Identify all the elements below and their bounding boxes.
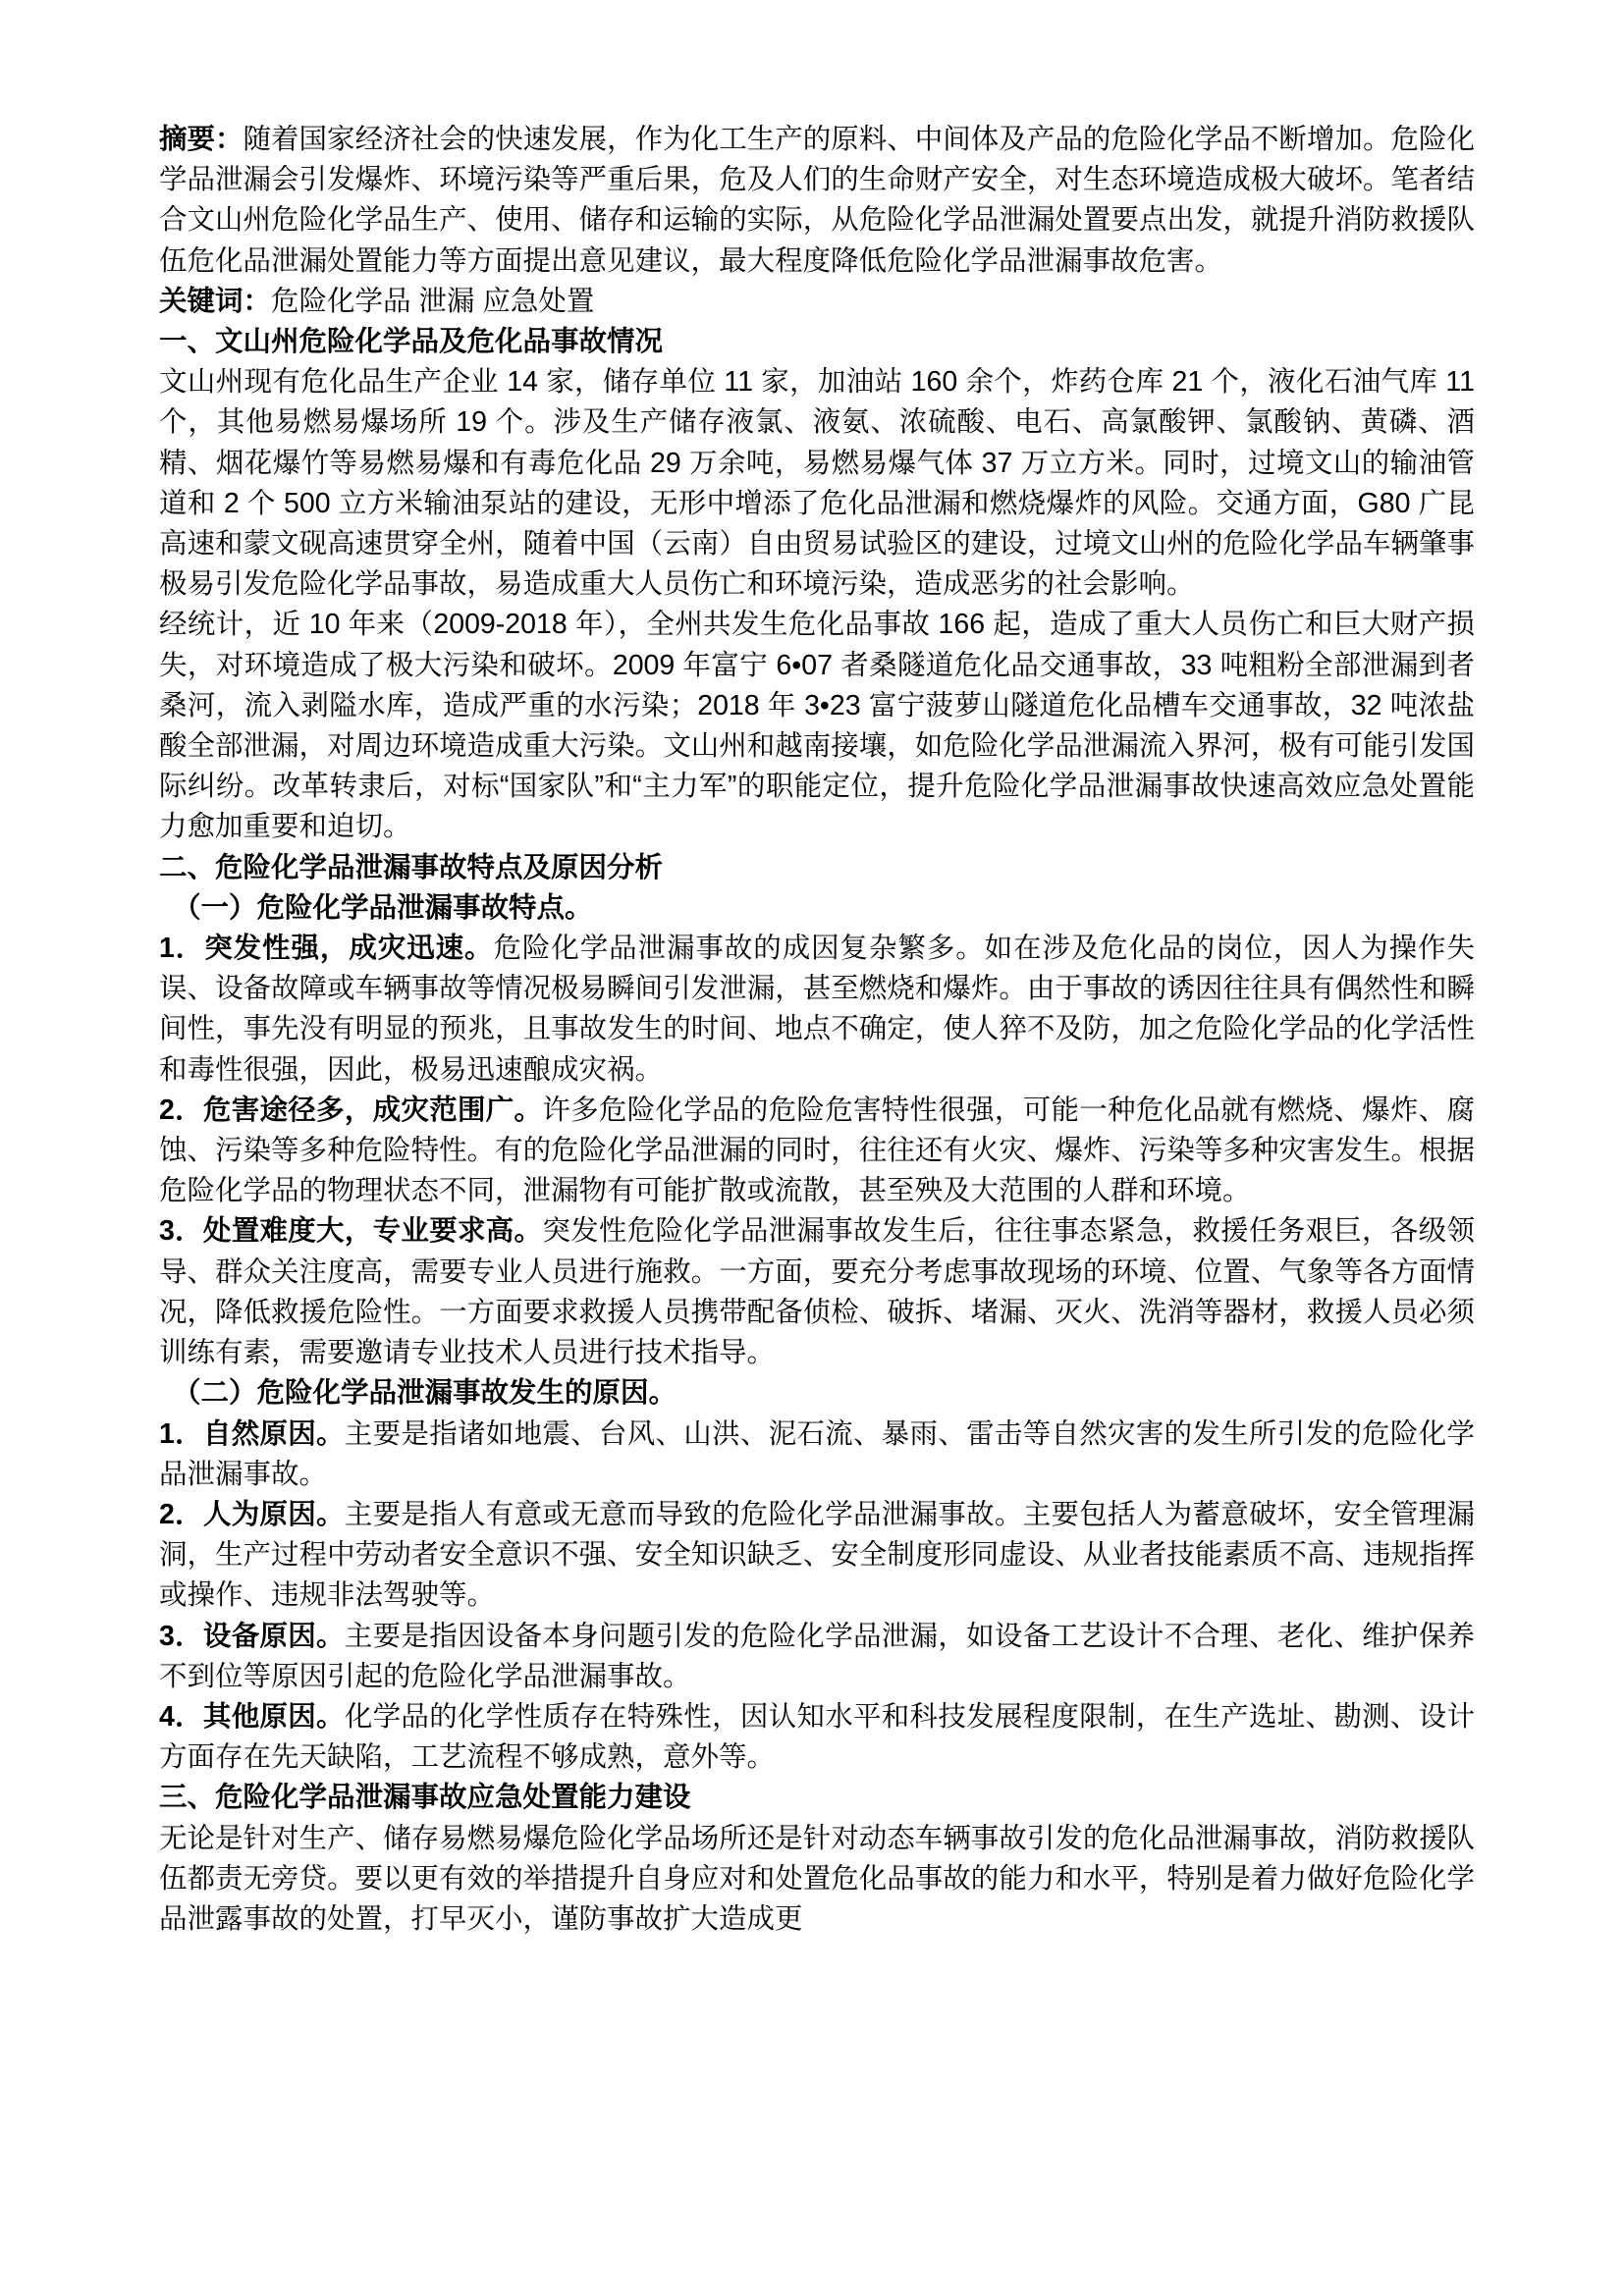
section-heading-3: 三、危险化学品泄漏事故应急处置能力建设 (159, 1782, 691, 1814)
item-lead: 设备原因。 (202, 1620, 345, 1652)
item-body: 主要是指诸如地震、台风、山洪、泥石流、暴雨、雷击等自然灾害的发生所引发的危险化学品泄漏事故。 (159, 1417, 1475, 1490)
item-number: 1． (159, 933, 205, 965)
keywords-paragraph (159, 282, 1475, 322)
item-lead: 处置难度大，专业要求高。 (202, 1215, 543, 1248)
item-number: 3． (159, 1215, 203, 1248)
abstract-paragraph (159, 120, 1475, 282)
item-body: 化学品的化学性质存在特殊性，因认知水平和科技发展程度限制，在生产选址、勘测、设计方面存在先天缺陷，工艺流程不够成熟，意外等。 (159, 1700, 1475, 1774)
item-body: 主要是指因设备本身问题引发的危险化学品泄漏，如设备工艺设计不合理、老化、维护保养不到位等原因引起的危险化学品泄漏事故。 (159, 1620, 1475, 1692)
item-body: 危险化学品泄漏事故的成因复杂繁多。如在涉及危化品的岗位，因人为操作失误、设备故障或车辆事故等情况极易瞬间引发泄漏，甚至燃烧和爆炸。由于事故的诱因往往具有偶然性和瞬间性，事先没有明显的预兆，且事故发生的时间、地点不确定，使人猝不及防，加之危险化学品的化学活性和毒性很强，因此，极易迅速酿成灾祸。 (159, 933, 1475, 1086)
list-item (159, 1495, 1475, 1617)
item-lead: 人为原因。 (202, 1498, 345, 1530)
item-number: 2． (159, 1094, 203, 1126)
section-1-paragraph-2: 经统计，近 10 年来（2009-2018 年），全州共发生危化品事故 166 起，造成了重大人员伤亡和巨大财产损失，对环境造成了极大污染和破坏。2009 年富宁 6•07 者桑隧道危化品交通事故，33 吨粗粉全部泄漏到者桑河，流入剥隘水库，造成严重的水污染；2018 年 3•23 富宁菠萝山隧道危化品槽车交通事故，32 吨浓盐酸全部泄漏，对周边环境造成重大污染。文山州和越南接壤，如危险化学品泄漏流入界河，极有可能引发国际纠纷。改革转隶后，对标“国家队”和“主力军”的职能定位，提升危险化学品泄漏事故快速高效应急处置能力愈加重要和迫切。 (159, 609, 1475, 843)
list-item (159, 929, 1475, 1091)
list-item (159, 1617, 1475, 1697)
document-content (159, 120, 1475, 1940)
subsection-heading-2-1: （一）危险化学品泄漏事故特点。 (173, 891, 593, 924)
item-number: 1． (159, 1417, 203, 1450)
abstract-text: 随着国家经济社会的快速发展，作为化工生产的原料、中间体及产品的危险化学品不断增加。危险化学品泄漏会引发爆炸、环境污染等严重后果，危及人们的生命财产安全，对生态环境造成极大破坏。笔者结合文山州危险化学品生产、使用、储存和运输的实际，从危险化学品泄漏处置要点出发，就提升消防救援队伍危化品泄漏处置能力等方面提出意见建议，最大程度降低危险化学品泄漏事故危害。 (159, 124, 1475, 277)
list-item (159, 1091, 1475, 1212)
item-body: 主要是指人有意或无意而导致的危险化学品泄漏事故。主要包括人为蓄意破坏，安全管理漏洞，生产过程中劳动者安全意识不强、安全知识缺乏、安全制度形同虚设、从业者技能素质不高、违规指挥或操作、违规非法驾驶等。 (159, 1498, 1475, 1612)
item-lead: 其他原因。 (202, 1700, 345, 1733)
abstract-label: 摘要： (159, 124, 244, 155)
item-lead: 突发性强，成灾迅速。 (204, 933, 494, 965)
subsection-heading-2-2: （二）危险化学品泄漏事故发生的原因。 (173, 1377, 677, 1410)
list-item (159, 1211, 1475, 1373)
list-item (159, 1697, 1475, 1778)
section-3-paragraph-1: 无论是针对生产、储存易燃易爆危险化学品场所还是针对动态车辆事故引发的危化品泄漏事故，消防救援队伍都责无旁贷。要以更有效的举措提升自身应对和处置危化品事故的能力和水平，特别是着力做好危险化学品泄露事故的处置，打早灭小，谨防事故扩大造成更 (159, 1822, 1475, 1935)
item-number: 3． (159, 1620, 203, 1652)
section-heading-2: 二、危险化学品泄漏事故特点及原因分析 (159, 851, 664, 883)
item-number: 4． (159, 1700, 203, 1733)
section-1-paragraph-1: 文山州现有危化品生产企业 14 家，储存单位 11 家，加油站 160 余个，炸药仓库 21 个，液化石油气库 11 个，其他易燃易爆场所 19 个。涉及生产储存液氯、液氨、浓硫酸、电石、高氯酸钾、氯酸钠、黄磷、酒精、烟花爆竹等易燃易爆和有毒危化品 29 万余吨，易燃易爆气体 37 万立方米。同时，过境文山的输油管道和 2 个 500 立方米输油泵站的建设，无形中增添了危化品泄漏和燃烧爆炸的风险。交通方面，G80 广昆高速和蒙文砚高速贯穿全州，随着中国（云南）自由贸易试验区的建设，过境文山州的危险化学品车辆肇事极易引发危险化学品事故，易造成重大人员伤亡和环境污染，造成恶劣的社会影响。 (159, 366, 1475, 601)
item-number: 2． (159, 1498, 203, 1530)
list-item (159, 1415, 1475, 1495)
item-lead: 自然原因。 (202, 1417, 345, 1450)
item-body: 突发性危险化学品泄漏事故发生后，往往事态紧急，救援任务艰巨，各级领导、群众关注度高，需要专业人员进行施救。一方面，要充分考虑事故现场的环境、位置、气象等各方面情况，降低救援危险性。一方面要求救援人员携带配备侦检、破拆、堵漏、灭火、洗消等器材，救援人员必须训练有素，需要邀请专业技术人员进行技术指导。 (159, 1215, 1475, 1369)
item-lead: 危害途径多，成灾范围广。 (202, 1094, 543, 1126)
keywords-text: 危险化学品 泄漏 应急处置 (271, 285, 595, 317)
section-heading-1: 一、文山州危险化学品及危化品事故情况 (159, 326, 664, 358)
keywords-label: 关键词： (159, 285, 272, 317)
item-body: 许多危险化学品的危险危害特性很强，可能一种危化品就有燃烧、爆炸、腐蚀、污染等多种危险特性。有的危险化学品泄漏的同时，往往还有火灾、爆炸、污染等多种灾害发生。根据危险化学品的物理状态不同，泄漏物有可能扩散或流散，甚至殃及大范围的人群和环境。 (159, 1094, 1475, 1207)
